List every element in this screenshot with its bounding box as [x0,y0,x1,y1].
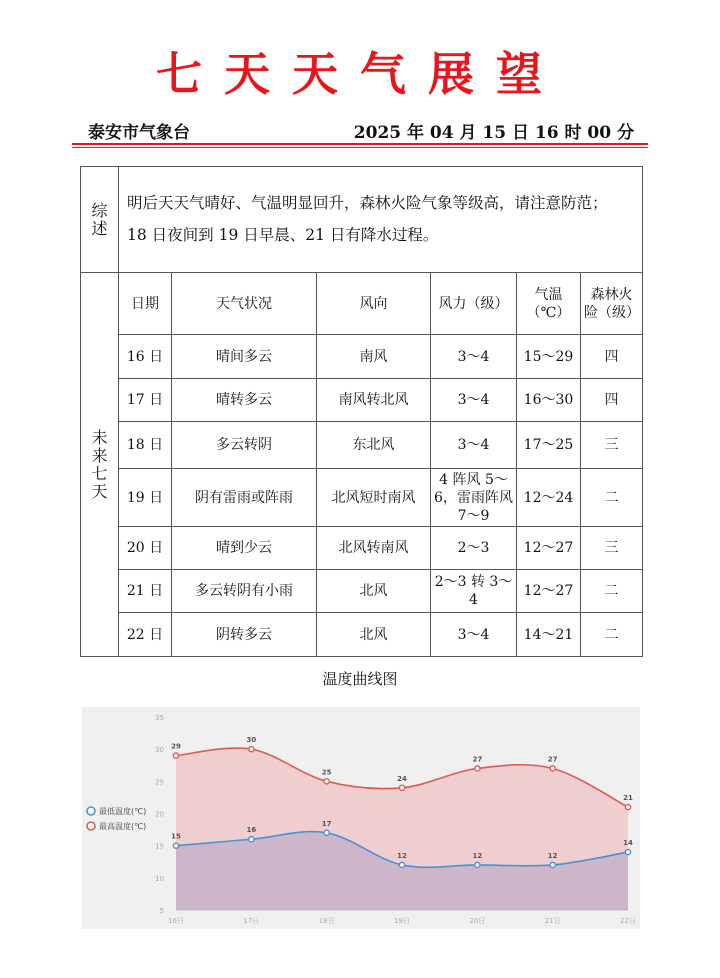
data-point [249,747,254,752]
data-label: 27 [472,755,483,764]
cell-weather: 晴转多云 [172,379,317,422]
cell-wind-force: 2～3 [431,527,517,570]
col-header-date: 日期 [119,273,172,335]
y-tick-label: 10 [155,874,164,883]
cell-wind-dir: 南风转北风 [317,379,431,422]
legend-marker [87,822,95,830]
x-tick-label: 22日 [620,917,636,925]
x-tick-label: 21日 [544,917,561,925]
data-point [399,785,404,790]
cell-temp: 12～24 [517,469,581,527]
summary-label-text: 综述 [91,200,108,238]
data-label: 15 [171,832,181,841]
data-label: 25 [321,768,332,777]
cell-temp: 12～27 [517,570,581,613]
summary-line-1: 明后天天气晴好、气温明显回升，森林火险气象等级高，请注意防范； [127,193,608,212]
issuer-label: 泰安市气象台 [88,123,190,143]
y-tick-label: 35 [155,714,164,722]
x-tick-label: 17日 [243,917,260,925]
cell-wind-dir: 北风转南风 [317,527,431,570]
forecast-label-text: 未来七天 [91,427,108,501]
cell-date: 19 日 [119,469,172,527]
y-tick-label: 20 [155,810,164,819]
data-point [324,779,329,784]
cell-temp: 14～21 [517,613,581,657]
table-header-row [81,273,643,335]
cell-date: 17 日 [119,379,172,422]
data-point [550,862,555,867]
col-header-wind-force: 风力（级） [431,273,517,335]
summary-line-2: 18 日夜间到 19 日早晨、21 日有降水过程。 [127,225,439,244]
col-header-wind-dir: 风向 [317,273,431,335]
summary-text [119,167,643,273]
cell-wind-force: 3～4 [431,422,517,469]
cell-fire: 二 [581,613,643,657]
x-tick-label: 20日 [469,917,486,925]
x-tick-label: 16日 [168,917,184,925]
x-tick-label: 19日 [394,917,410,925]
data-point [475,766,480,771]
cell-weather: 晴到少云 [172,527,317,570]
col-header-fire: 森林火险（级） [581,273,643,335]
cell-temp: 12～27 [517,527,581,570]
y-tick-label: 5 [159,907,164,915]
header-divider-thin [72,147,648,148]
data-label: 29 [171,742,181,751]
table-row [81,335,643,379]
cell-wind-dir: 北风 [317,613,431,657]
cell-temp: 17～25 [517,422,581,469]
forecast-label [81,273,119,657]
data-label: 16 [246,826,257,835]
cell-wind-dir: 北风短时南风 [317,469,431,527]
data-point [173,753,178,758]
cell-wind-force: 2～3 转 3～4 [431,570,517,613]
cell-date: 22 日 [119,613,172,657]
cell-fire: 四 [581,335,643,379]
cell-weather: 阴转多云 [172,613,317,657]
data-point [475,862,480,867]
data-label: 27 [547,755,558,764]
header-divider [72,143,648,145]
table-row [81,469,643,527]
cell-fire: 四 [581,379,643,422]
cell-wind-force: 4 阵风 5～6，雷雨阵风 7～9 [431,469,517,527]
cell-wind-force: 3～4 [431,335,517,379]
x-tick-label: 18日 [318,917,335,925]
legend-label: 最低温度(℃) [99,807,147,816]
data-label: 24 [397,774,407,783]
col-header-weather: 天气状况 [172,273,317,335]
data-label: 12 [397,851,407,860]
temperature-chart [82,707,640,929]
cell-fire: 二 [581,469,643,527]
data-point [173,843,178,848]
data-label: 12 [547,851,558,860]
data-label: 21 [623,794,633,803]
cell-fire: 三 [581,422,643,469]
cell-date: 21 日 [119,570,172,613]
legend-marker [87,807,95,815]
col-header-temp: 气温（℃） [517,273,581,335]
table-row [81,613,643,657]
data-point [324,830,329,835]
data-point [625,850,630,855]
data-label: 17 [321,819,332,828]
cell-fire: 二 [581,570,643,613]
cell-date: 16 日 [119,335,172,379]
temperature-chart-svg [82,707,640,929]
summary-row [81,167,643,273]
legend-label: 最高温度(℃) [99,822,147,831]
table-row [81,422,643,469]
cell-weather: 晴间多云 [172,335,317,379]
y-tick-label: 15 [155,842,164,851]
y-tick-label: 25 [155,778,164,787]
table-row [81,570,643,613]
table-row [81,379,643,422]
cell-wind-force: 3～4 [431,613,517,657]
table-row [81,527,643,570]
data-label: 14 [623,839,633,848]
cell-weather: 阴有雷雨或阵雨 [172,469,317,527]
cell-fire: 三 [581,527,643,570]
cell-weather: 多云转阴 [172,422,317,469]
summary-label [81,167,119,273]
cell-temp: 16～30 [517,379,581,422]
cell-wind-force: 3～4 [431,379,517,422]
issue-time: 2025 年 04 月 15 日 16 时 00 分 [353,123,634,143]
data-point [625,804,630,809]
cell-date: 18 日 [119,422,172,469]
data-label: 30 [246,736,257,745]
cell-wind-dir: 南风 [317,335,431,379]
data-point [550,766,555,771]
cell-date: 20 日 [119,527,172,570]
forecast-table [80,166,643,657]
data-point [399,862,404,867]
cell-weather: 多云转阴有小雨 [172,570,317,613]
page-title: 七天天气展望 [156,47,564,101]
cell-temp: 15～29 [517,335,581,379]
y-tick-label: 30 [155,746,164,755]
data-label: 12 [472,851,483,860]
cell-wind-dir: 东北风 [317,422,431,469]
cell-wind-dir: 北风 [317,570,431,613]
chart-caption: 温度曲线图 [322,670,398,688]
data-point [249,837,254,842]
